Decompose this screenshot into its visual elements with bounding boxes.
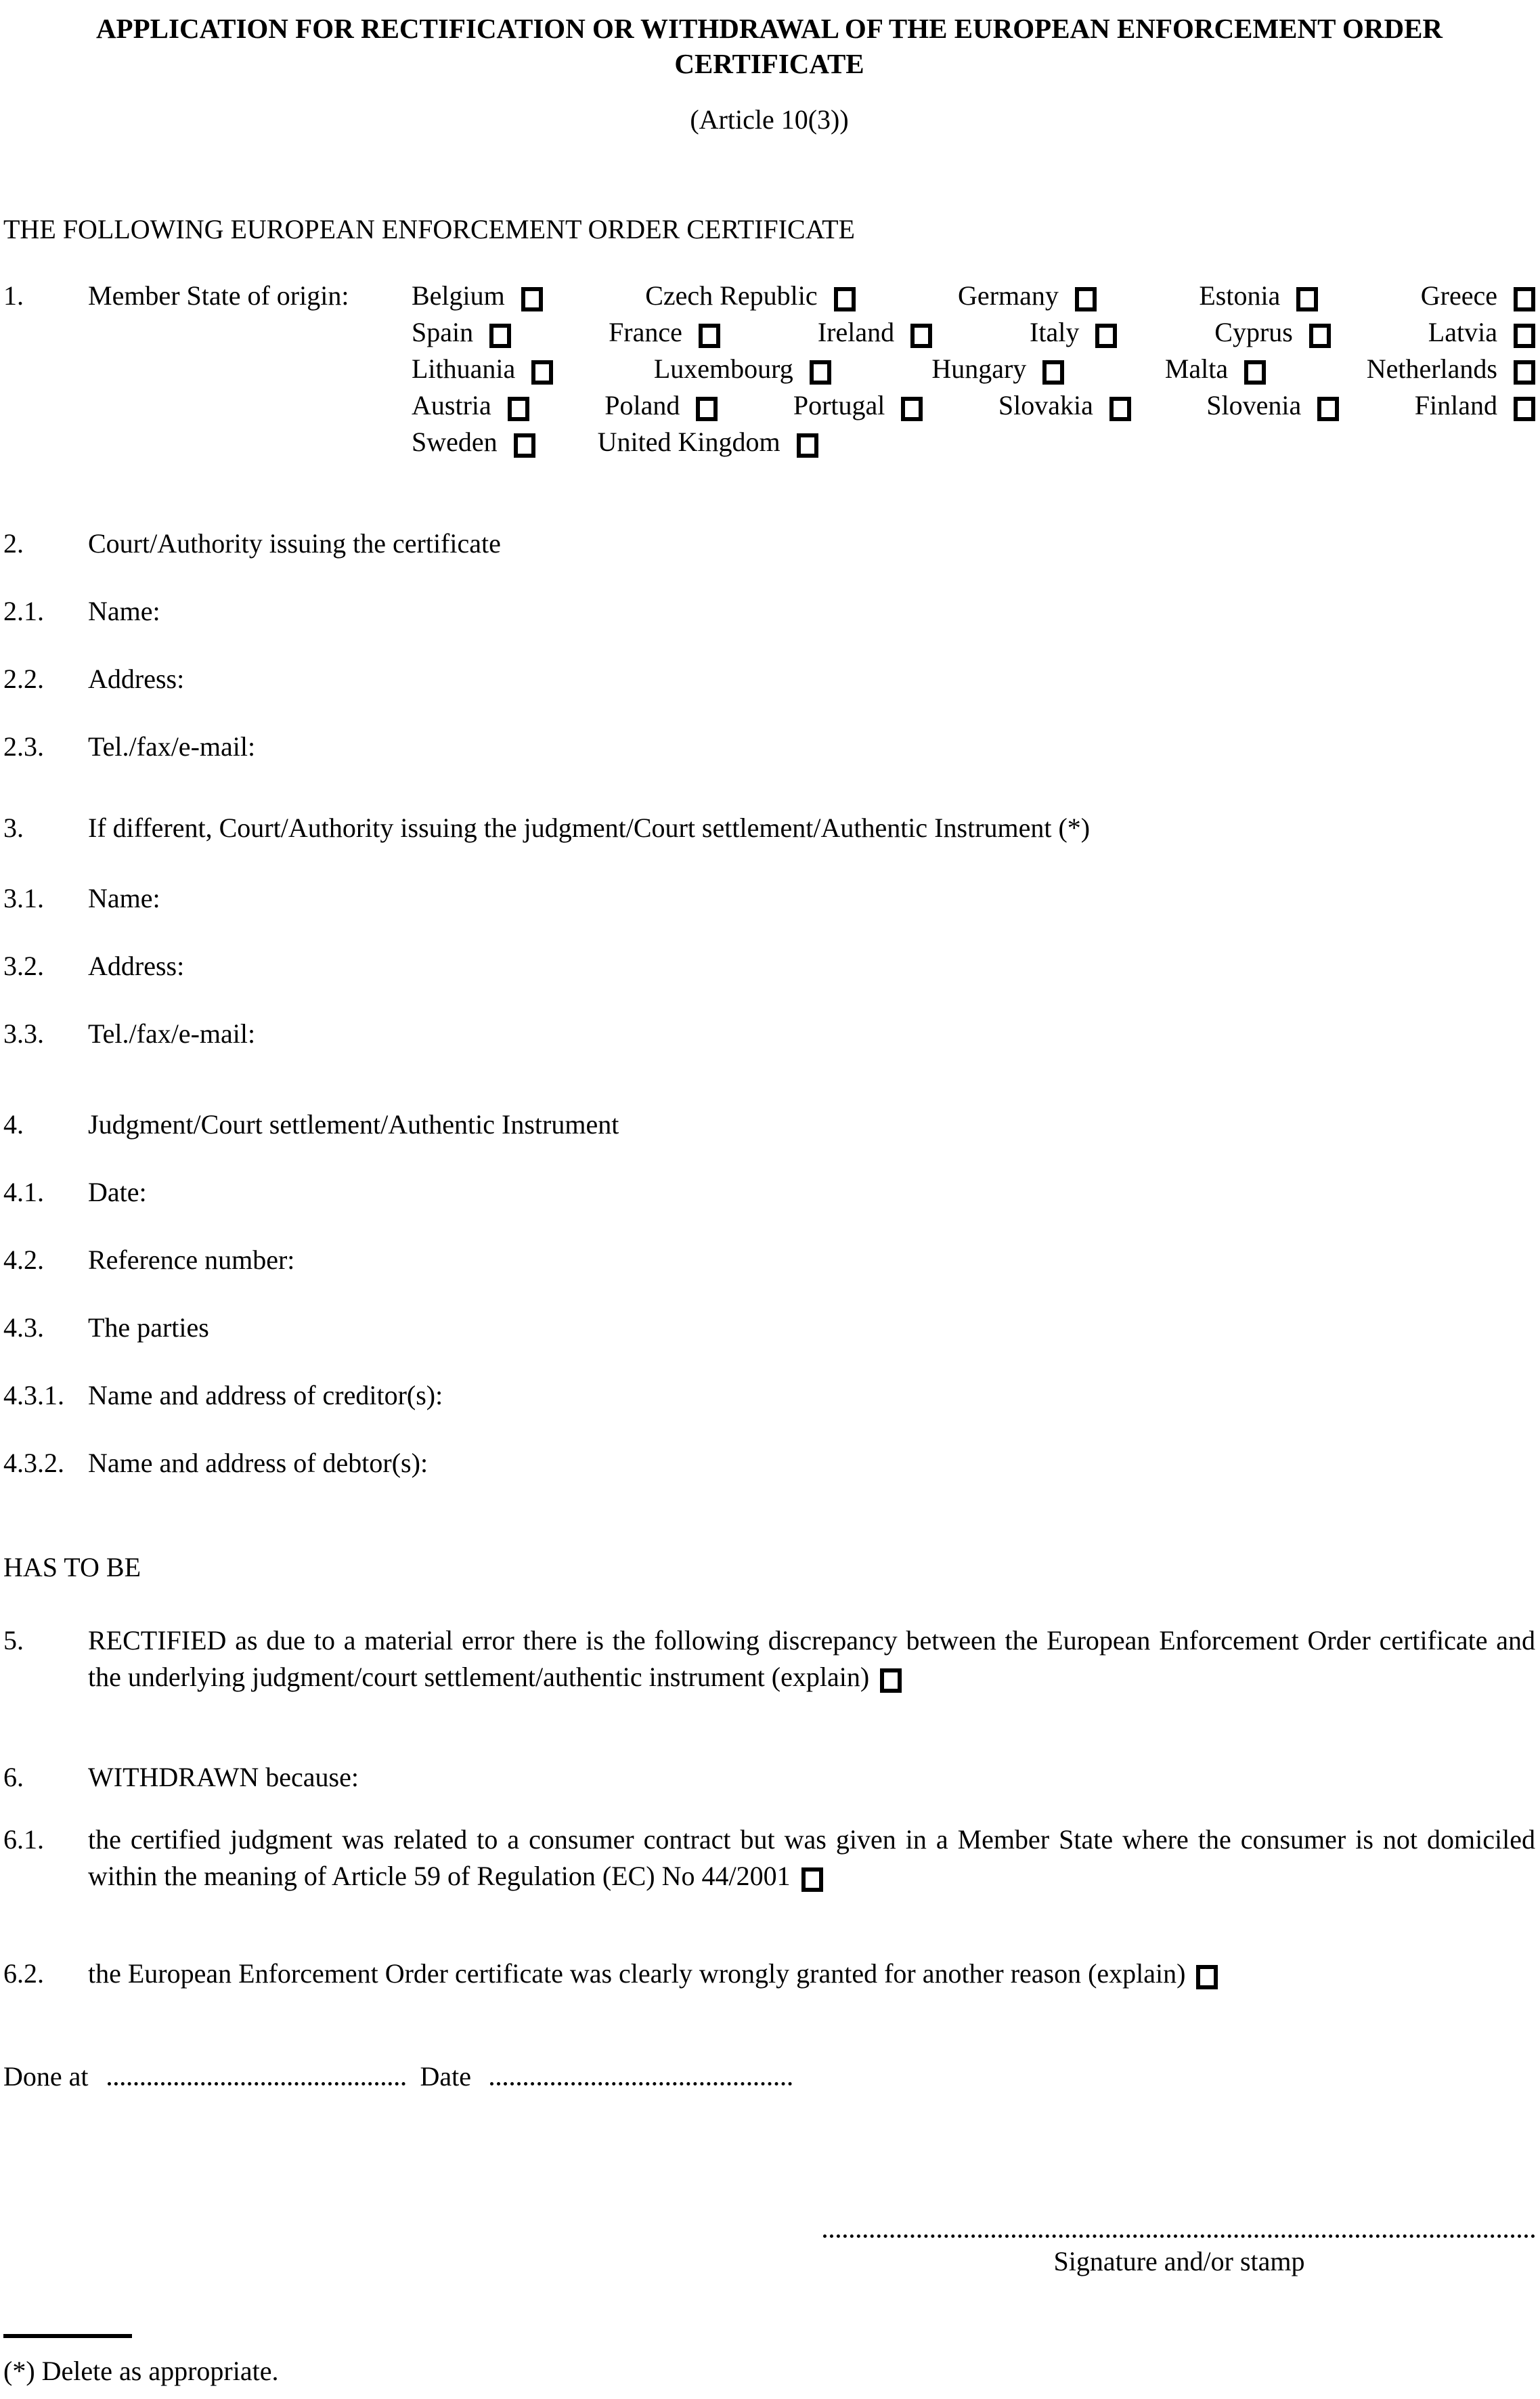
member-state-grid (412, 278, 1535, 460)
section-number: 4.3.2. (3, 1448, 64, 1478)
signature-label: Signature and/or stamp (1053, 2246, 1305, 2276)
section-3-3 (3, 1016, 1535, 1052)
section-text: Judgment/Court settlement/Authentic Instrument (88, 1109, 619, 1140)
estonia-checkbox[interactable] (1296, 287, 1318, 311)
country-label: Belgium (412, 280, 505, 311)
lithuania-checkbox[interactable] (531, 360, 553, 385)
has-to-be-heading: HAS TO BE (3, 1552, 141, 1582)
intro-statement: THE FOLLOWING EUROPEAN ENFORCEMENT ORDER CERTIFICATE (3, 214, 855, 244)
section-4 (3, 1106, 1535, 1143)
country-item (931, 351, 1064, 387)
section-number: 5. (3, 1625, 24, 1656)
done-at-line (3, 2058, 1535, 2095)
malta-checkbox[interactable] (1244, 360, 1266, 385)
finland-checkbox[interactable] (1514, 397, 1535, 421)
country-label: Spain (412, 317, 474, 347)
section-4-1 (3, 1174, 1535, 1211)
page-title-line1: APPLICATION FOR RECTIFICATION OR WITHDRAWAL OF THE EUROPEAN ENFORCEMENT ORDER (95, 13, 1443, 44)
section-number: 3.3. (3, 1018, 44, 1049)
country-item (598, 424, 818, 460)
portugal-checkbox[interactable] (901, 397, 923, 421)
country-label: Portugal (793, 390, 885, 420)
date-label: Date (420, 2061, 472, 2092)
country-row (412, 424, 1535, 460)
section-text: Tel./fax/e-mail: (88, 1018, 256, 1049)
country-label: Finland (1414, 390, 1497, 420)
country-item (604, 387, 718, 424)
country-item (1428, 314, 1535, 351)
france-checkbox[interactable] (699, 324, 720, 348)
section-text: Date: (88, 1177, 147, 1207)
section-number: 4. (3, 1109, 24, 1140)
latvia-checkbox[interactable] (1514, 324, 1535, 348)
country-label: Italy (1030, 317, 1080, 347)
section-text-wrap (88, 1955, 1535, 1992)
section-number: 3.2. (3, 951, 44, 981)
country-label: Estonia (1199, 280, 1281, 311)
country-label: Slovenia (1206, 390, 1302, 420)
section-text: the European Enforcement Order certificate was clearly wrongly granted for another reason (explain) (88, 1958, 1186, 1989)
united-kingdom-checkbox[interactable] (797, 433, 818, 458)
sweden-checkbox[interactable] (514, 433, 535, 458)
belgium-checkbox[interactable] (521, 287, 543, 311)
rectified-checkbox[interactable] (880, 1668, 902, 1693)
country-item (1199, 278, 1318, 314)
country-row (412, 387, 1535, 424)
section-number: 2.2. (3, 664, 44, 694)
country-label: Sweden (412, 427, 498, 457)
germany-checkbox[interactable] (1075, 287, 1097, 311)
country-item (793, 387, 923, 424)
spain-checkbox[interactable] (489, 324, 511, 348)
section-5 (3, 1622, 1535, 1695)
section-6 (3, 1759, 1535, 1796)
section-number: 2.3. (3, 731, 44, 762)
section-number: 2.1. (3, 596, 44, 626)
date-blank[interactable] (490, 2082, 792, 2085)
section-4-2 (3, 1242, 1535, 1278)
country-item (609, 314, 720, 351)
section-6-1 (3, 1821, 1535, 1895)
country-label: Czech Republic (645, 280, 818, 311)
country-item (1421, 278, 1535, 314)
done-at-label: Done at (3, 2061, 89, 2092)
section-number: 6.1. (3, 1824, 44, 1855)
greece-checkbox[interactable] (1514, 287, 1535, 311)
section-text-wrap (88, 1622, 1535, 1695)
country-label: Austria (412, 390, 491, 420)
country-row (412, 278, 1535, 314)
section-number: 3.1. (3, 883, 44, 913)
country-item (645, 278, 855, 314)
section-text-wrap (88, 1821, 1535, 1895)
section-4-3-1 (3, 1377, 1535, 1414)
section-4-3 (3, 1310, 1535, 1346)
section-6-2 (3, 1955, 1535, 1992)
section-number: 3. (3, 813, 24, 843)
section-3-1 (3, 880, 1535, 917)
country-label: Cyprus (1214, 317, 1293, 347)
country-item (412, 351, 553, 387)
country-label: France (609, 317, 682, 347)
section-2-3 (3, 729, 1535, 765)
country-item (818, 314, 932, 351)
section-text: Court/Authority issuing the certificate (88, 528, 501, 559)
section-2-2 (3, 661, 1535, 697)
signature-line[interactable] (823, 2234, 1535, 2238)
section-text: Name and address of debtor(s): (88, 1448, 428, 1478)
country-label: Malta (1164, 353, 1229, 384)
country-row (412, 351, 1535, 387)
page-title-line2: CERTIFICATE (674, 48, 864, 79)
section-text: Reference number: (88, 1245, 295, 1275)
country-item (654, 351, 831, 387)
section-4-3-2 (3, 1445, 1535, 1482)
slovenia-checkbox[interactable] (1317, 397, 1339, 421)
country-label: United Kingdom (597, 427, 780, 457)
italy-checkbox[interactable] (1095, 324, 1117, 348)
country-label: Poland (604, 390, 680, 420)
country-item (1030, 314, 1117, 351)
country-item (412, 314, 511, 351)
luxembourg-checkbox[interactable] (810, 360, 831, 385)
country-item (412, 278, 543, 314)
poland-checkbox[interactable] (696, 397, 718, 421)
country-label: Slovakia (998, 390, 1093, 420)
section-2 (3, 525, 1535, 562)
czech-republic-checkbox[interactable] (834, 287, 856, 311)
country-item (1214, 314, 1331, 351)
country-label: Greece (1420, 280, 1497, 311)
section-text: The parties (88, 1312, 209, 1343)
signature-block (823, 2234, 1535, 2280)
section-text: RECTIFIED as due to a material error there is the following discrepancy between the European Enforcement Order certificate and the underlying judgment/court settlement/authentic instrument (explain) (88, 1625, 1535, 1692)
country-label: Latvia (1428, 317, 1497, 347)
section-text: Tel./fax/e-mail: (88, 731, 256, 762)
section-number: 6.2. (3, 1958, 44, 1989)
section-number: 4.3. (3, 1312, 44, 1343)
section-2-1 (3, 593, 1535, 630)
country-label: Ireland (817, 317, 895, 347)
country-label: Luxembourg (653, 353, 793, 384)
section-text: Name: (88, 883, 160, 913)
netherlands-checkbox[interactable] (1514, 360, 1535, 385)
section-number: 4.3.1. (3, 1380, 64, 1410)
footnote-rule (3, 2334, 132, 2338)
country-item (1415, 387, 1535, 424)
section-number: 2. (3, 528, 24, 559)
section-text: WITHDRAWN because: (88, 1762, 359, 1792)
footnote-text: (*) Delete as appropriate. (3, 2356, 279, 2386)
section-number: 6. (3, 1762, 24, 1792)
page-title (3, 11, 1535, 81)
country-label: Germany (958, 280, 1059, 311)
country-row (412, 314, 1535, 351)
section-text: Name and address of creditor(s): (88, 1380, 443, 1410)
member-state-label: Member State of origin: (88, 280, 349, 311)
section-number: 4.1. (3, 1177, 44, 1207)
country-item (1165, 351, 1266, 387)
article-reference: (Article 10(3)) (690, 104, 849, 135)
country-label: Lithuania (412, 353, 516, 384)
section-1 (3, 278, 1535, 460)
country-item (412, 387, 529, 424)
country-label: Hungary (931, 353, 1027, 384)
section-number: 4.2. (3, 1245, 44, 1275)
country-item (998, 387, 1131, 424)
section-text: the certified judgment was related to a consumer contract but was given in a Member State where the consumer is not domiciled within the meaning of Article 59 of Regulation (EC) No 44/2001 (88, 1824, 1535, 1891)
withdrawn-consumer-checkbox[interactable] (801, 1867, 823, 1892)
slovakia-checkbox[interactable] (1109, 397, 1131, 421)
cyprus-checkbox[interactable] (1309, 324, 1331, 348)
section-3 (3, 810, 1535, 846)
ireland-checkbox[interactable] (910, 324, 932, 348)
country-item (958, 278, 1097, 314)
country-item (1367, 351, 1535, 387)
section-text: Name: (88, 596, 160, 626)
country-label: Netherlands (1366, 353, 1497, 384)
withdrawn-other-reason-checkbox[interactable] (1196, 1965, 1218, 1989)
section-number: 1. (3, 280, 24, 311)
hungary-checkbox[interactable] (1042, 360, 1064, 385)
section-3-2 (3, 948, 1535, 985)
country-item (1206, 387, 1339, 424)
section-text: Address: (88, 664, 185, 694)
section-text: If different, Court/Authority issuing the judgment/Court settlement/Authentic Instrument (*) (88, 813, 1091, 843)
section-text: Address: (88, 951, 185, 981)
country-item (412, 424, 535, 460)
done-at-blank[interactable] (108, 2082, 405, 2085)
austria-checkbox[interactable] (508, 397, 529, 421)
